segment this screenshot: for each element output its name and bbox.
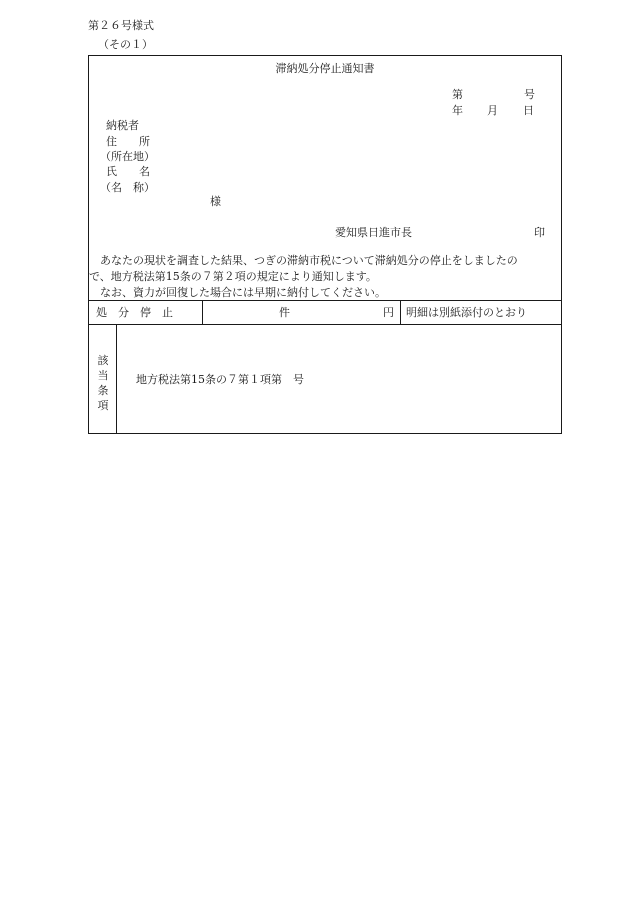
stop-label: 処 分 停 止 xyxy=(96,306,173,319)
address-label: 住 所 xyxy=(106,135,150,148)
honorific-label: 様 xyxy=(210,195,221,208)
table-mid-rule xyxy=(89,324,561,325)
entity-name-label: （名 称） xyxy=(100,181,155,194)
count-label: 件 xyxy=(279,306,290,319)
form-sub-label: （その１） xyxy=(98,38,153,51)
location-label: （所在地） xyxy=(100,150,155,163)
issuer-name: 愛知県日進市長 xyxy=(335,226,412,239)
date-year: 年 xyxy=(452,104,463,117)
date-day: 日 xyxy=(523,104,534,117)
seal-mark: 印 xyxy=(534,226,545,239)
form-number: 第２６号様式 xyxy=(88,19,154,32)
body-line-1: あなたの現状を調査した結果、つぎの滞納市税について滞納処分の停止をしましたの xyxy=(89,254,518,267)
name-label: 氏 名 xyxy=(106,165,150,178)
body-line-2: で、地方税法第15条の７第２項の規定により通知します。 xyxy=(89,270,377,283)
notice-frame xyxy=(88,55,562,434)
table-divider-2 xyxy=(400,300,401,324)
date-month: 月 xyxy=(487,104,498,117)
article-text: 地方税法第15条の７第１項第 号 xyxy=(136,373,304,386)
yen-label: 円 xyxy=(383,306,394,319)
article-label: 該 当 条 項 xyxy=(97,354,109,412)
taxpayer-label: 納税者 xyxy=(106,119,139,132)
table-top-rule xyxy=(89,300,561,301)
table-divider-3 xyxy=(116,324,117,433)
table-divider-1 xyxy=(202,300,203,324)
number-prefix: 第 xyxy=(452,88,463,101)
body-line-3: なお、資力が回復した場合には早期に納付してください。 xyxy=(89,286,386,299)
number-suffix: 号 xyxy=(524,88,535,101)
details-label: 明細は別紙添付のとおり xyxy=(406,306,527,319)
document-title: 滞納処分停止通知書 xyxy=(275,62,375,75)
